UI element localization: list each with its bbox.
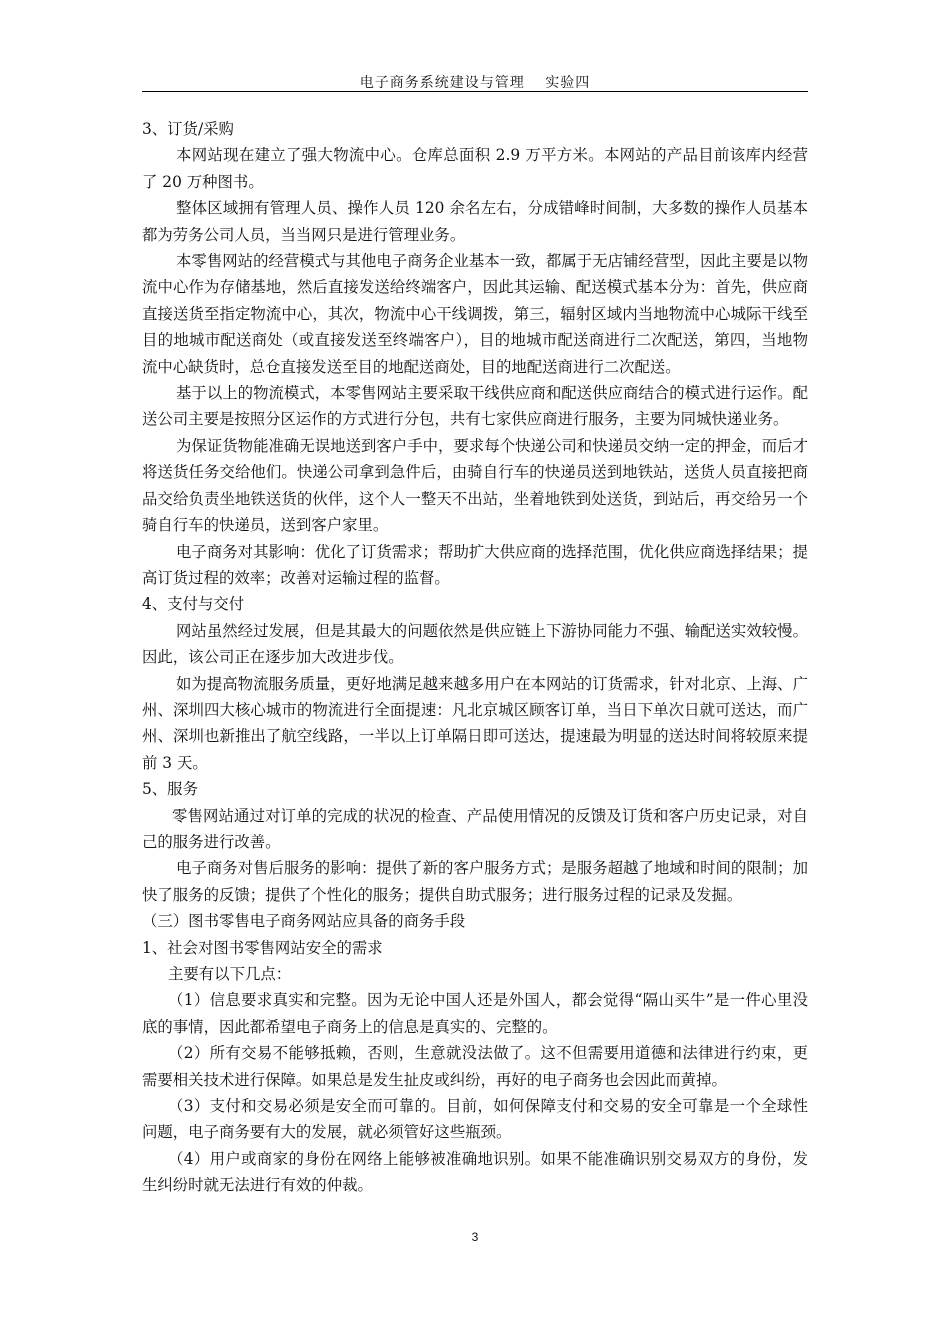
paragraph: 如为提高物流服务质量，更好地满足越来越多用户在本网站的订货需求，针对北京、上海、广州、深圳四大核心城市的物流进行全面提速：凡北京城区顾客订单，当日下单次日就可送达，而广州、深圳也新推出了航空线路，一半以上订单隔日即可送达，提速最为明显的送达时间将较原来提前 3 天。	[142, 674, 808, 772]
paragraph: 基于以上的物流模式，本零售网站主要采取干线供应商和配送供应商结合的模式进行运作。配送公司主要是按照分区运作的方式进行分包，共有七家供应商进行服务，主要为同城快递业务。	[142, 384, 808, 429]
page-number: 3	[471, 1230, 479, 1244]
paragraph: 电子商务对售后服务的影响：提供了新的客户服务方式；是服务超越了地域和时间的限制；加快了服务的反馈；提供了个性化的服务；提供自助式服务；进行服务过程的记录及发掘。	[142, 859, 808, 904]
paragraph: 本网站现在建立了强大物流中心。仓库总面积 2.9 万平方米。本网站的产品目前该库内经营了 20 万种图书。	[142, 146, 808, 191]
section-heading: 1、社会对图书零售网站安全的需求	[142, 938, 383, 957]
paragraph: 整体区域拥有管理人员、操作人员 120 余名左右，分成错峰时间制，大多数的操作人员基本都为劳务公司人员，当当网只是进行管理业务。	[142, 199, 808, 244]
paragraph: 主要有以下几点：	[168, 965, 292, 983]
section-heading: 4、支付与交付	[142, 595, 245, 614]
paragraph: 电子商务对其影响：优化了订货需求；帮助扩大供应商的选择范围，优化供应商选择结果；提高订货过程的效率；改善对运输过程的监督。	[142, 542, 808, 587]
paragraph: （4）用户或商家的身份在网络上能够被准确地识别。如果不能准确识别交易双方的身份，发生纠纷时就无法进行有效的仲裁。	[142, 1149, 808, 1195]
section-heading: 3、订货/采购	[142, 120, 234, 138]
section-heading: 5、服务	[142, 780, 198, 799]
paragraph: 零售网站通过对订单的完成的状况的检查、产品使用情况的反馈及订货和客户历史记录，对自己的服务进行改善。	[142, 806, 808, 851]
running-header: 电子商务系统建设与管理 实验四	[359, 75, 591, 91]
paragraph: （3）支付和交易必须是安全而可靠的。目前，如何保障支付和交易的安全可靠是一个全球性问题，电子商务要有大的发展，就必须管好这些瓶颈。	[142, 1097, 808, 1142]
paragraph: （1）信息要求真实和完整。因为无论中国人还是外国人，都会觉得“隔山买牛”是一件心里没底的事情，因此都希望电子商务上的信息是真实的、完整的。	[142, 991, 808, 1036]
paragraph: 本零售网站的经营模式与其他电子商务企业基本一致，都属于无店铺经营型，因此主要是以物流中心作为存储基地，然后直接发送给终端客户，因此其运输、配送模式基本分为：首先，供应商直接送货至指定物流中心，其次，物流中心干线调拨，第三，辐射区域内当地物流中心城际干线至目的地城市配送商处（或直接发送至终端客户），目的地城市配送商进行二次配送，第四，当地物流中心缺货时，总仓直接发送至目的地配送商处，目的地配送商进行二次配送。	[142, 252, 808, 376]
document-body	[142, 116, 808, 1199]
section-heading: （三）图书零售电子商务网站应具备的商务手段	[142, 912, 466, 931]
header-rule	[142, 91, 808, 92]
paragraph: 为保证货物能准确无误地送到客户手中，要求每个快递公司和快递员交纳一定的押金，而后才将送货任务交给他们。快递公司拿到急件后，由骑自行车的快递员送到地铁站，送货人员直接把商品交给负责坐地铁送货的伙伴，这个人一整天不出站，坐着地铁到处送货，到站后，再交给另一个骑自行车的快递员，送到客户家里。	[142, 436, 808, 535]
paragraph: （2）所有交易不能够抵赖，否则，生意就没法做了。这不但需要用道德和法律进行约束，更需要相关技术进行保障。如果总是发生扯皮或纠纷，再好的电子商务也会因此而黄掉。	[142, 1044, 808, 1089]
paragraph: 网站虽然经过发展，但是其最大的问题依然是供应链上下游协同能力不强、输配送实效较慢。因此，该公司正在逐步加大改进步伐。	[142, 621, 808, 667]
